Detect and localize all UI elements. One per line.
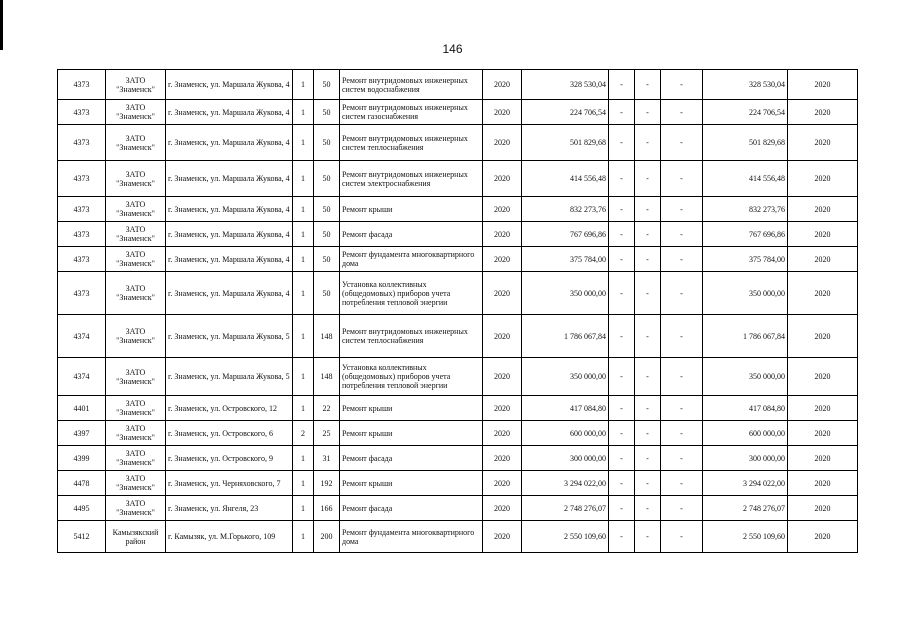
cell-d2: - bbox=[635, 247, 661, 272]
cell-col4: 1 bbox=[293, 197, 314, 222]
cell-year2: 2020 bbox=[788, 125, 858, 161]
cell-id: 4373 bbox=[58, 197, 106, 222]
cell-address: г. Знаменск, ул. Маршала Жукова, 4 bbox=[166, 161, 293, 197]
cell-col4: 1 bbox=[293, 70, 314, 100]
table-row bbox=[58, 521, 858, 553]
table-row bbox=[58, 100, 858, 125]
cell-total: 832 273,76 bbox=[703, 197, 788, 222]
cell-cost: 1 786 067,84 bbox=[522, 315, 609, 358]
cell-col5: 200 bbox=[314, 521, 340, 553]
cell-d3: - bbox=[661, 161, 703, 197]
cell-id: 4373 bbox=[58, 100, 106, 125]
cell-year2: 2020 bbox=[788, 471, 858, 496]
cell-col5: 31 bbox=[314, 446, 340, 471]
cell-cost: 414 556,48 bbox=[522, 161, 609, 197]
cell-d3: - bbox=[661, 496, 703, 521]
cell-work: Ремонт внутридомовых инженерных систем электроснабжения bbox=[340, 161, 483, 197]
cell-d2: - bbox=[635, 70, 661, 100]
cell-year: 2020 bbox=[483, 358, 522, 396]
cell-total: 375 784,00 bbox=[703, 247, 788, 272]
cell-address: г. Знаменск, ул. Маршала Жукова, 4 bbox=[166, 100, 293, 125]
cell-d1: - bbox=[609, 247, 635, 272]
cell-municipality: ЗАТО "Знаменск" bbox=[106, 161, 166, 197]
cell-d1: - bbox=[609, 161, 635, 197]
cell-year2: 2020 bbox=[788, 161, 858, 197]
cell-total: 328 530,04 bbox=[703, 70, 788, 100]
cell-cost: 2 550 109,60 bbox=[522, 521, 609, 553]
cell-year: 2020 bbox=[483, 197, 522, 222]
cell-municipality: ЗАТО "Знаменск" bbox=[106, 496, 166, 521]
cell-d1: - bbox=[609, 222, 635, 247]
cell-d2: - bbox=[635, 471, 661, 496]
cell-work: Ремонт внутридомовых инженерных систем водоснабжения bbox=[340, 70, 483, 100]
cell-year2: 2020 bbox=[788, 272, 858, 315]
cell-address: г. Знаменск, ул. Янгеля, 23 bbox=[166, 496, 293, 521]
cell-col5: 148 bbox=[314, 315, 340, 358]
cell-d2: - bbox=[635, 222, 661, 247]
cell-col5: 50 bbox=[314, 247, 340, 272]
cell-cost: 375 784,00 bbox=[522, 247, 609, 272]
cell-year: 2020 bbox=[483, 421, 522, 446]
cell-d2: - bbox=[635, 197, 661, 222]
cell-col4: 1 bbox=[293, 471, 314, 496]
table-row bbox=[58, 496, 858, 521]
cell-d3: - bbox=[661, 471, 703, 496]
table-row bbox=[58, 197, 858, 222]
cell-year: 2020 bbox=[483, 222, 522, 247]
cell-municipality: ЗАТО "Знаменск" bbox=[106, 100, 166, 125]
cell-d2: - bbox=[635, 100, 661, 125]
cell-year2: 2020 bbox=[788, 421, 858, 446]
cell-id: 4373 bbox=[58, 70, 106, 100]
table-row bbox=[58, 421, 858, 446]
cell-col4: 1 bbox=[293, 521, 314, 553]
cell-total: 417 084,80 bbox=[703, 396, 788, 421]
cell-work: Ремонт фасада bbox=[340, 222, 483, 247]
cell-d3: - bbox=[661, 70, 703, 100]
table-row bbox=[58, 315, 858, 358]
cell-cost: 767 696,86 bbox=[522, 222, 609, 247]
cell-cost: 417 084,80 bbox=[522, 396, 609, 421]
cell-d1: - bbox=[609, 471, 635, 496]
cell-cost: 3 294 022,00 bbox=[522, 471, 609, 496]
cell-col4: 1 bbox=[293, 358, 314, 396]
cell-id: 4373 bbox=[58, 247, 106, 272]
cell-id: 4373 bbox=[58, 125, 106, 161]
cell-cost: 350 000,00 bbox=[522, 272, 609, 315]
cell-d2: - bbox=[635, 315, 661, 358]
table-row bbox=[58, 446, 858, 471]
cell-total: 2 748 276,07 bbox=[703, 496, 788, 521]
cell-id: 4478 bbox=[58, 471, 106, 496]
cell-work: Ремонт внутридомовых инженерных систем теплоснабжения bbox=[340, 315, 483, 358]
cell-year: 2020 bbox=[483, 161, 522, 197]
cell-d2: - bbox=[635, 421, 661, 446]
table-row bbox=[58, 471, 858, 496]
table-row bbox=[58, 70, 858, 100]
cell-col4: 1 bbox=[293, 396, 314, 421]
cell-id: 5412 bbox=[58, 521, 106, 553]
cell-work: Установка коллективных (общедомовых) приборов учета потребления тепловой энергии bbox=[340, 272, 483, 315]
cell-year2: 2020 bbox=[788, 358, 858, 396]
cell-d1: - bbox=[609, 446, 635, 471]
cell-cost: 224 706,54 bbox=[522, 100, 609, 125]
cell-address: г. Знаменск, ул. Островского, 9 bbox=[166, 446, 293, 471]
cell-year2: 2020 bbox=[788, 521, 858, 553]
cell-d2: - bbox=[635, 161, 661, 197]
cell-cost: 600 000,00 bbox=[522, 421, 609, 446]
cell-col4: 1 bbox=[293, 446, 314, 471]
cell-id: 4399 bbox=[58, 446, 106, 471]
cell-year: 2020 bbox=[483, 496, 522, 521]
table-row bbox=[58, 125, 858, 161]
cell-year2: 2020 bbox=[788, 100, 858, 125]
cell-year: 2020 bbox=[483, 446, 522, 471]
cell-year: 2020 bbox=[483, 70, 522, 100]
cell-municipality: ЗАТО "Знаменск" bbox=[106, 272, 166, 315]
cell-d2: - bbox=[635, 125, 661, 161]
cell-year2: 2020 bbox=[788, 496, 858, 521]
cell-id: 4373 bbox=[58, 222, 106, 247]
cell-total: 350 000,00 bbox=[703, 272, 788, 315]
cell-address: г. Знаменск, ул. Маршала Жукова, 4 bbox=[166, 125, 293, 161]
cell-d1: - bbox=[609, 315, 635, 358]
cell-d1: - bbox=[609, 70, 635, 100]
cell-d2: - bbox=[635, 358, 661, 396]
cell-year2: 2020 bbox=[788, 396, 858, 421]
cell-work: Ремонт фасада bbox=[340, 446, 483, 471]
cell-year: 2020 bbox=[483, 125, 522, 161]
cell-municipality: ЗАТО "Знаменск" bbox=[106, 222, 166, 247]
cell-d2: - bbox=[635, 396, 661, 421]
cell-d2: - bbox=[635, 496, 661, 521]
cell-col4: 1 bbox=[293, 315, 314, 358]
cell-d2: - bbox=[635, 521, 661, 553]
cell-d3: - bbox=[661, 521, 703, 553]
cell-id: 4397 bbox=[58, 421, 106, 446]
cell-work: Установка коллективных (общедомовых) приборов учета потребления тепловой энергии bbox=[340, 358, 483, 396]
cell-id: 4374 bbox=[58, 358, 106, 396]
cell-address: г. Знаменск, ул. Островского, 6 bbox=[166, 421, 293, 446]
cell-total: 600 000,00 bbox=[703, 421, 788, 446]
cell-d1: - bbox=[609, 100, 635, 125]
cell-address: г. Знаменск, ул. Маршала Жукова, 4 bbox=[166, 222, 293, 247]
cell-d1: - bbox=[609, 521, 635, 553]
cell-d3: - bbox=[661, 396, 703, 421]
cell-d3: - bbox=[661, 315, 703, 358]
cell-municipality: ЗАТО "Знаменск" bbox=[106, 358, 166, 396]
cell-col5: 50 bbox=[314, 197, 340, 222]
cell-year2: 2020 bbox=[788, 70, 858, 100]
cell-year: 2020 bbox=[483, 247, 522, 272]
cell-work: Ремонт внутридомовых инженерных систем газоснабжения bbox=[340, 100, 483, 125]
cell-year: 2020 bbox=[483, 272, 522, 315]
cell-year: 2020 bbox=[483, 521, 522, 553]
cell-cost: 300 000,00 bbox=[522, 446, 609, 471]
cell-total: 501 829,68 bbox=[703, 125, 788, 161]
cell-address: г. Знаменск, ул. Черняховского, 7 bbox=[166, 471, 293, 496]
cell-municipality: ЗАТО "Знаменск" bbox=[106, 247, 166, 272]
cell-municipality: ЗАТО "Знаменск" bbox=[106, 446, 166, 471]
cell-col4: 1 bbox=[293, 100, 314, 125]
cell-year2: 2020 bbox=[788, 247, 858, 272]
table-row bbox=[58, 247, 858, 272]
cell-d3: - bbox=[661, 222, 703, 247]
cell-d3: - bbox=[661, 446, 703, 471]
cell-col4: 1 bbox=[293, 125, 314, 161]
cell-id: 4495 bbox=[58, 496, 106, 521]
cell-municipality: ЗАТО "Знаменск" bbox=[106, 471, 166, 496]
cell-address: г. Знаменск, ул. Маршала Жукова, 4 bbox=[166, 197, 293, 222]
cell-total: 2 550 109,60 bbox=[703, 521, 788, 553]
cell-col4: 2 bbox=[293, 421, 314, 446]
cell-work: Ремонт фундамента многоквартирного дома bbox=[340, 521, 483, 553]
cell-d3: - bbox=[661, 197, 703, 222]
cell-d2: - bbox=[635, 272, 661, 315]
cell-id: 4401 bbox=[58, 396, 106, 421]
cell-year2: 2020 bbox=[788, 315, 858, 358]
cell-work: Ремонт крыши bbox=[340, 471, 483, 496]
cell-col5: 166 bbox=[314, 496, 340, 521]
cell-municipality: ЗАТО "Знаменск" bbox=[106, 70, 166, 100]
cell-cost: 2 748 276,07 bbox=[522, 496, 609, 521]
cell-id: 4374 bbox=[58, 315, 106, 358]
cell-cost: 350 000,00 bbox=[522, 358, 609, 396]
cell-total: 767 696,86 bbox=[703, 222, 788, 247]
cell-address: г. Знаменск, ул. Маршала Жукова, 4 bbox=[166, 272, 293, 315]
cell-col4: 1 bbox=[293, 496, 314, 521]
cell-work: Ремонт внутридомовых инженерных систем теплоснабжения bbox=[340, 125, 483, 161]
table-row bbox=[58, 396, 858, 421]
cell-address: г. Знаменск, ул. Островского, 12 bbox=[166, 396, 293, 421]
cell-col5: 50 bbox=[314, 222, 340, 247]
cell-col5: 192 bbox=[314, 471, 340, 496]
table-row bbox=[58, 272, 858, 315]
cell-col5: 22 bbox=[314, 396, 340, 421]
cell-d3: - bbox=[661, 100, 703, 125]
table-row bbox=[58, 161, 858, 197]
cell-cost: 501 829,68 bbox=[522, 125, 609, 161]
cell-year: 2020 bbox=[483, 471, 522, 496]
cell-work: Ремонт фасада bbox=[340, 496, 483, 521]
cell-id: 4373 bbox=[58, 272, 106, 315]
cell-total: 350 000,00 bbox=[703, 358, 788, 396]
cell-cost: 832 273,76 bbox=[522, 197, 609, 222]
cell-d1: - bbox=[609, 197, 635, 222]
cell-d3: - bbox=[661, 421, 703, 446]
cell-total: 224 706,54 bbox=[703, 100, 788, 125]
cell-total: 1 786 067,84 bbox=[703, 315, 788, 358]
cell-work: Ремонт крыши bbox=[340, 396, 483, 421]
cell-d3: - bbox=[661, 272, 703, 315]
cell-year: 2020 bbox=[483, 315, 522, 358]
cell-col5: 50 bbox=[314, 161, 340, 197]
cell-work: Ремонт крыши bbox=[340, 197, 483, 222]
cell-d1: - bbox=[609, 421, 635, 446]
cell-total: 414 556,48 bbox=[703, 161, 788, 197]
cell-address: г. Знаменск, ул. Маршала Жукова, 4 bbox=[166, 247, 293, 272]
cell-municipality: ЗАТО "Знаменск" bbox=[106, 315, 166, 358]
cell-work: Ремонт фундамента многоквартирного дома bbox=[340, 247, 483, 272]
cell-address: г. Знаменск, ул. Маршала Жукова, 5 bbox=[166, 315, 293, 358]
cell-cost: 328 530,04 bbox=[522, 70, 609, 100]
table-row bbox=[58, 358, 858, 396]
cell-id: 4373 bbox=[58, 161, 106, 197]
cell-year: 2020 bbox=[483, 396, 522, 421]
cell-d1: - bbox=[609, 272, 635, 315]
cell-col5: 50 bbox=[314, 125, 340, 161]
cell-year: 2020 bbox=[483, 100, 522, 125]
cell-col5: 50 bbox=[314, 100, 340, 125]
cell-d1: - bbox=[609, 396, 635, 421]
capital-repair-table bbox=[57, 69, 858, 553]
cell-municipality: ЗАТО "Знаменск" bbox=[106, 421, 166, 446]
cell-d3: - bbox=[661, 358, 703, 396]
cell-d1: - bbox=[609, 125, 635, 161]
cell-year2: 2020 bbox=[788, 197, 858, 222]
cell-col4: 1 bbox=[293, 222, 314, 247]
cell-d3: - bbox=[661, 247, 703, 272]
page-number: 146 bbox=[442, 42, 463, 56]
cell-col5: 50 bbox=[314, 70, 340, 100]
cell-total: 300 000,00 bbox=[703, 446, 788, 471]
cell-col4: 1 bbox=[293, 161, 314, 197]
cell-col5: 148 bbox=[314, 358, 340, 396]
cell-municipality: ЗАТО "Знаменск" bbox=[106, 125, 166, 161]
cell-work: Ремонт крыши bbox=[340, 421, 483, 446]
cell-col4: 1 bbox=[293, 247, 314, 272]
table-row bbox=[58, 222, 858, 247]
cell-d1: - bbox=[609, 358, 635, 396]
cell-year2: 2020 bbox=[788, 446, 858, 471]
cell-col4: 1 bbox=[293, 272, 314, 315]
cell-total: 3 294 022,00 bbox=[703, 471, 788, 496]
cell-d1: - bbox=[609, 496, 635, 521]
cell-d3: - bbox=[661, 125, 703, 161]
cell-municipality: Камызякский район bbox=[106, 521, 166, 553]
cell-col5: 25 bbox=[314, 421, 340, 446]
cell-address: г. Знаменск, ул. Маршала Жукова, 5 bbox=[166, 358, 293, 396]
cell-municipality: ЗАТО "Знаменск" bbox=[106, 396, 166, 421]
cell-address: г. Знаменск, ул. Маршала Жукова, 4 bbox=[166, 70, 293, 100]
cell-col5: 50 bbox=[314, 272, 340, 315]
cell-d2: - bbox=[635, 446, 661, 471]
cell-address: г. Камызяк, ул. М.Горького, 109 bbox=[166, 521, 293, 553]
cell-municipality: ЗАТО "Знаменск" bbox=[106, 197, 166, 222]
cell-year2: 2020 bbox=[788, 222, 858, 247]
